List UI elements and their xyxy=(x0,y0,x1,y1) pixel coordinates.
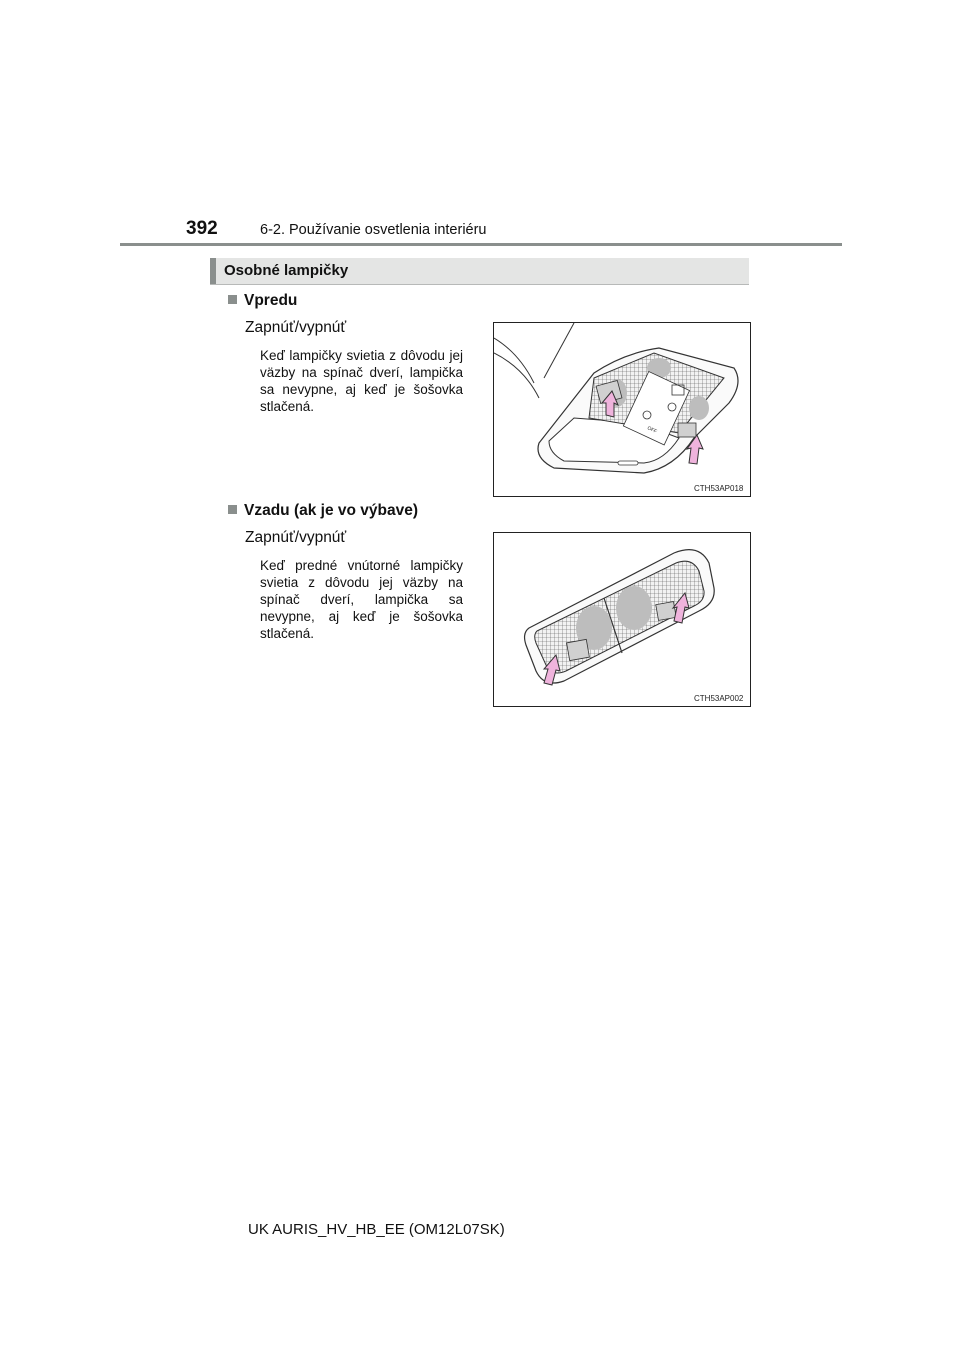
rear-operation: Zapnúť/vypnúť xyxy=(245,529,347,546)
rear-heading xyxy=(228,502,418,520)
header-divider xyxy=(120,243,842,246)
front-overhead-console-illustration xyxy=(494,323,750,496)
front-lamp-figure xyxy=(493,322,751,497)
front-heading-text: Vpredu xyxy=(244,292,298,309)
rear-dome-lamp-illustration xyxy=(494,533,750,706)
front-note: Keď lampičky svietia z dôvodu jej väzby na spínač dverí, lampička sa nevypne, aj keď je šošovka stlačená. xyxy=(260,348,463,414)
front-operation: Zapnúť/vypnúť xyxy=(245,319,347,336)
off-label: OFF xyxy=(646,425,658,436)
rear-lamp-figure xyxy=(493,532,751,707)
section-title-bar xyxy=(210,258,749,285)
page-number: 392 xyxy=(186,218,218,239)
rear-figure-code: CTH53AP002 xyxy=(694,694,744,703)
section-stripe xyxy=(210,258,216,284)
front-figure-code: CTH53AP018 xyxy=(694,484,744,493)
section-title: Osobné lampičky xyxy=(224,262,349,279)
chapter-title: 6-2. Používanie osvetlenia interiéru xyxy=(260,222,487,238)
bullet-square-icon xyxy=(228,505,237,514)
rear-heading-text: Vzadu (ak je vo výbave) xyxy=(244,502,419,519)
bullet-square-icon xyxy=(228,295,237,304)
rear-note: Keď predné vnútorné lampičky svietia z dôvodu jej väzby na spínač dverí, lampička sa nevypne, aj keď je šošovka stlačená. xyxy=(260,558,463,641)
front-heading xyxy=(228,292,297,310)
model-code-footer: UK AURIS_HV_HB_EE (OM12L07SK) xyxy=(248,1221,505,1238)
